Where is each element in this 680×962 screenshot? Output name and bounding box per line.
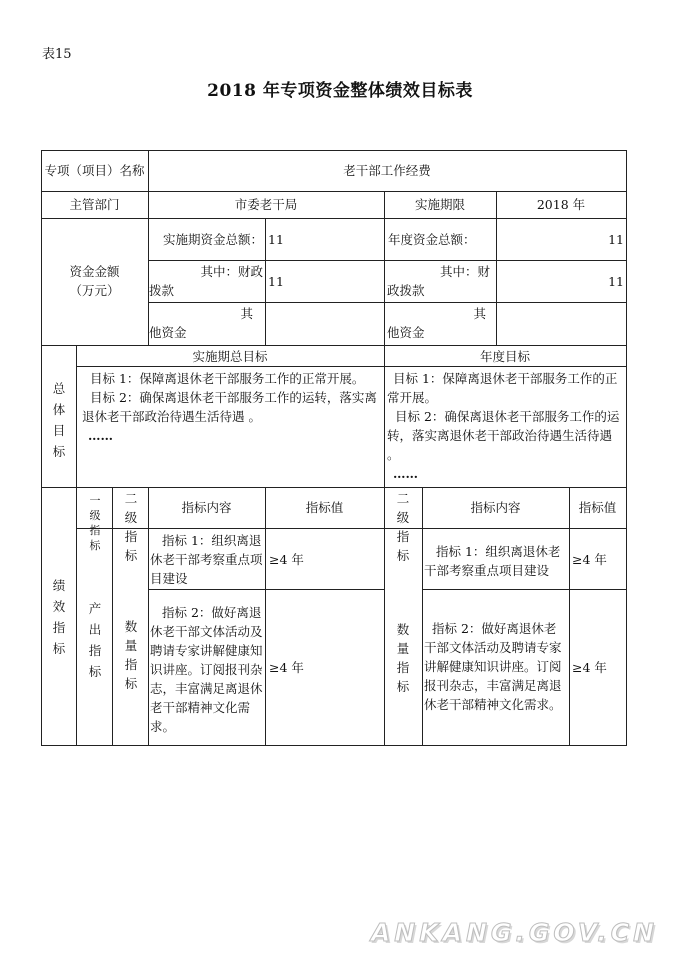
site-watermark: ANKANG.GOV.CN — [370, 918, 658, 947]
table-border — [41, 150, 627, 151]
row-divider — [76, 528, 627, 529]
row-divider — [148, 589, 384, 590]
row-divider — [148, 260, 627, 261]
row-divider — [422, 589, 627, 590]
annual-goal-header: 年度目标 — [479, 349, 530, 364]
annual-fiscal-label — [384, 262, 496, 300]
table-border — [41, 745, 627, 746]
period-goal-header: 实施期总目标 — [192, 349, 268, 364]
row-divider — [41, 191, 627, 192]
row-divider — [148, 302, 627, 303]
annual-goal-1: 目标 1：保障离退休老干部服务工作的正常开展。 — [387, 371, 618, 405]
column-divider — [384, 345, 385, 746]
annual-fiscal-value: 11 — [608, 274, 624, 289]
column-divider — [265, 218, 266, 345]
indicator-1-value: ≥4 年 — [269, 552, 304, 567]
period-goal-2: 目标 2：确保离退休老干部服务工作的运转，落实离退休老干部政治待遇生活待遇 。 — [82, 390, 377, 424]
document-title: 2018 年专项资金整体绩效目标表 — [207, 81, 473, 101]
level2-quantity-indicator: 数量指标 — [124, 619, 138, 691]
annual-content-header: 指标内容 — [470, 500, 521, 515]
annual-goal-ellipsis: …… — [393, 466, 418, 481]
total-funds-value: 11 — [268, 232, 284, 247]
annual-other-label-line1: 其 — [473, 306, 486, 321]
indicator-1-content: 指标 1：组织离退休老干部考察重点项目建设 — [150, 533, 263, 586]
row-divider — [41, 218, 627, 219]
annual-level2-quantity-indicator: 数量指标 — [396, 622, 410, 694]
indicator-2-content: 指标 2：做好离退休老干部文体活动及聘请专家讲解健康知识讲座。订阅报刊杂志，丰富满足离退休老干部精神文化需求。 — [150, 605, 263, 734]
performance-indicator-label: 绩效指标 — [52, 578, 66, 656]
department-label: 主管部门 — [69, 197, 120, 212]
content-header: 指标内容 — [181, 500, 232, 515]
annual-goal-text — [387, 369, 625, 483]
department-value: 市委老干局 — [234, 197, 298, 212]
annual-goal-2: 目标 2：确保离退休老干部服务工作的运转，落实离退休老干部政治待遇生活待遇 。 — [387, 409, 620, 462]
indicator-2-value: ≥4 年 — [269, 660, 304, 675]
column-divider — [496, 191, 497, 345]
annual-fiscal-label-line1: 其中：财 — [439, 264, 490, 279]
other-funds-label-line1: 其 — [240, 306, 253, 321]
overall-goal-label: 总体目标 — [52, 381, 66, 459]
annual-indicator-1-value: ≥4 年 — [572, 552, 607, 567]
column-divider — [112, 487, 113, 746]
period-goal-ellipsis: …… — [88, 428, 113, 443]
annual-indicator-1-content: 指标 1：组织离退休老干部考察重点项目建设 — [424, 544, 561, 578]
funds-label-line1: 资金金额 — [69, 264, 120, 279]
column-divider — [569, 487, 570, 746]
annual-fiscal-label-line2: 政拨款 — [387, 283, 425, 298]
other-funds-label-line2: 他资金 — [149, 325, 187, 340]
level1-header: 一级指标 — [89, 494, 101, 552]
fiscal-funds-label-line1: 其中：财政 — [200, 264, 263, 279]
column-divider — [422, 487, 423, 746]
project-name-label: 专项（项目）名称 — [44, 163, 145, 178]
period-goal-1: 目标 1：保障离退休老干部服务工作的正常开展。 — [90, 371, 365, 386]
fiscal-funds-value: 11 — [268, 274, 284, 289]
period-goal-text — [82, 369, 382, 445]
annual-level2-header: 二级指标 — [396, 491, 410, 563]
column-divider — [76, 345, 77, 746]
table-number-label: 表15 — [42, 47, 72, 62]
funds-label — [41, 262, 148, 300]
table-border — [41, 150, 42, 746]
period-value: 2018 年 — [536, 197, 586, 212]
annual-other-label-line2: 他资金 — [387, 325, 425, 340]
annual-funds-label: 年度资金总额： — [388, 232, 476, 247]
fiscal-funds-label — [148, 262, 265, 300]
performance-target-table — [41, 150, 627, 746]
fiscal-funds-label-line2: 拨款 — [149, 283, 175, 298]
annual-indicator-2-value: ≥4 年 — [572, 660, 607, 675]
column-divider — [148, 487, 149, 746]
period-label: 实施期限 — [414, 197, 465, 212]
column-divider — [265, 487, 266, 746]
total-funds-label: 实施期资金总额： — [162, 232, 263, 247]
level1-output-indicator: 产出指标 — [88, 601, 102, 679]
table-border — [626, 150, 627, 746]
annual-indicator-2-content: 指标 2：做好离退休老干部文体活动及聘请专家讲解健康知识讲座。订阅报刊杂志，丰富满足离退休老干部精神文化需求。 — [424, 621, 562, 712]
other-funds-label — [148, 304, 265, 342]
row-divider — [76, 366, 627, 367]
value-header: 指标值 — [305, 500, 344, 515]
annual-value-header: 指标值 — [578, 500, 617, 515]
row-divider — [41, 345, 627, 346]
level2-header: 二级指标 — [124, 491, 138, 563]
annual-funds-value: 11 — [608, 232, 624, 247]
row-divider — [41, 487, 627, 488]
annual-other-label — [384, 304, 496, 342]
project-name-value: 老干部工作经费 — [343, 163, 431, 178]
funds-label-line2: （万元） — [69, 283, 120, 298]
